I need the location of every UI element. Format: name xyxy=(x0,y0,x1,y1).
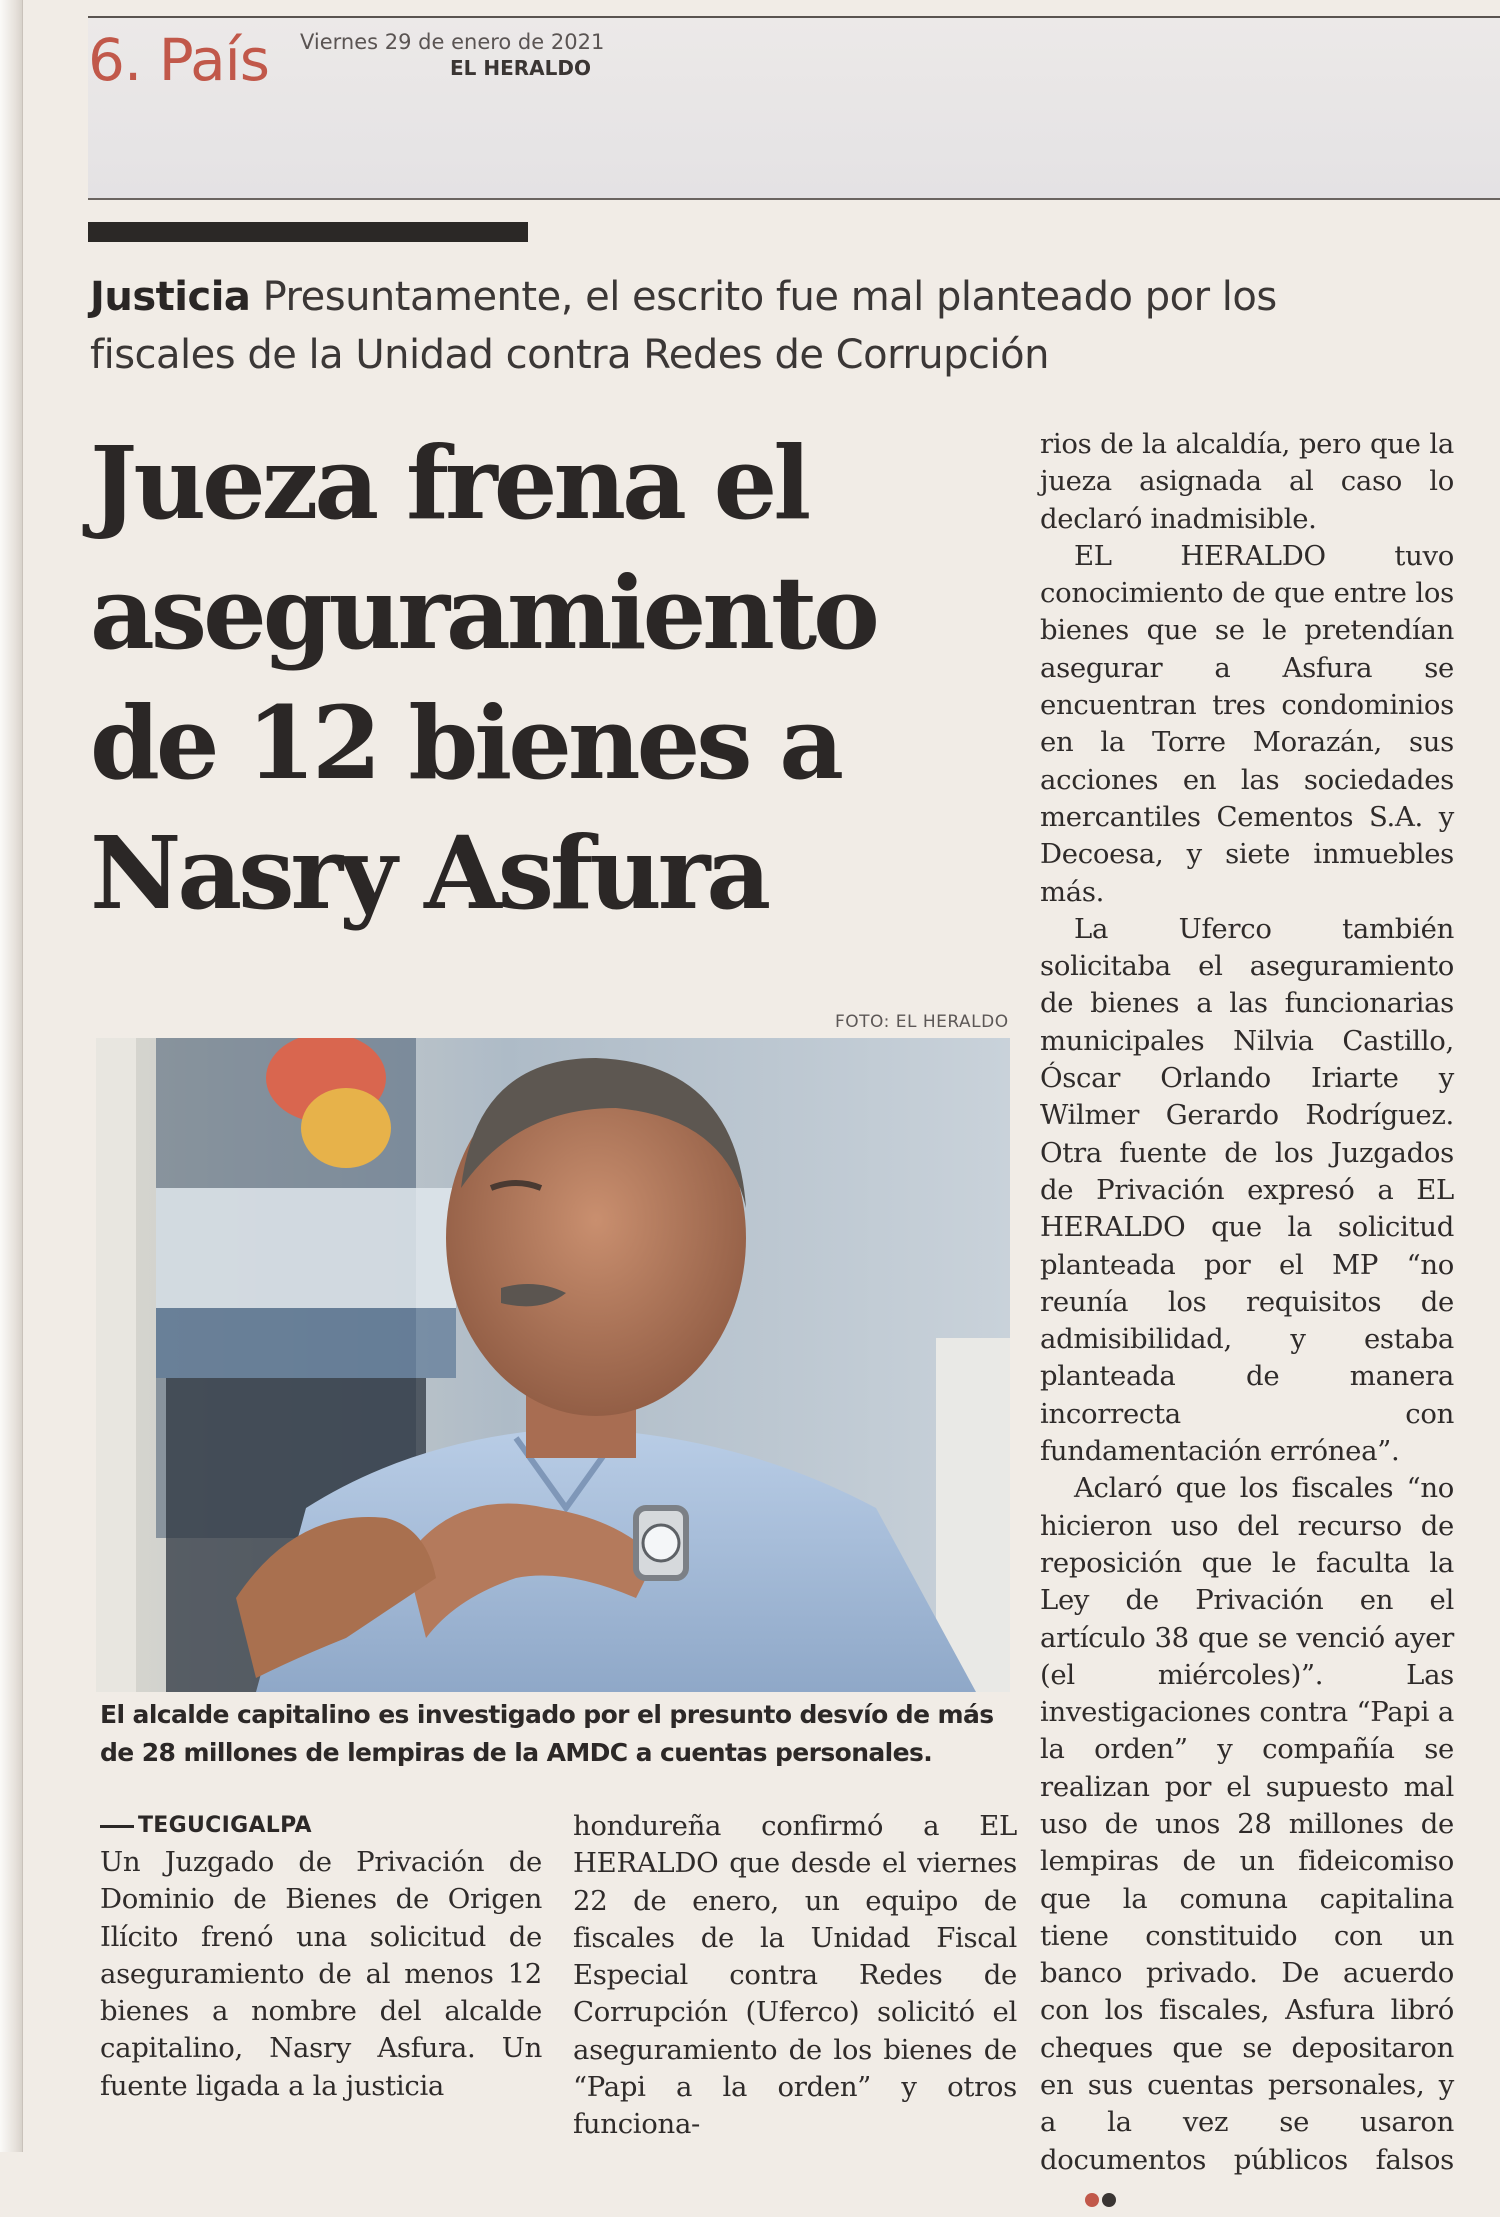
photo-credit: FOTO: EL HERALDO xyxy=(835,1012,1009,1032)
paragraph-text: Aclaró que los fiscales “no hicieron uso del recurso de reposición que le faculta la Ley de Privación en el artículo 38 que se venció ayer (el miércoles)”. Las investigaciones contra “Papi a la orden” y compañía se realizan por el supuesto mal uso de unos 28 millones de lempiras de un fideicomiso que la comuna capitalina tiene constituido con un banco privado. De acuerdo con los fiscales, Asfura libró cheques que se depositaron en sus cuentas personales, y a la vez se usaron documentos públicos falsos xyxy=(1040,1472,1454,2176)
photo-illustration xyxy=(96,1038,1010,1692)
paragraph: rios de la alcaldía, pero que la jueza asignada al caso lo declaró inadmisible. xyxy=(1040,428,1454,535)
section-label: 6. País xyxy=(88,26,270,94)
dateline-text: TEGUCIGALPA xyxy=(138,1813,312,1838)
kicker xyxy=(90,268,1410,384)
article-column-2 xyxy=(573,1808,1017,2144)
paragraph xyxy=(1040,1470,1454,2217)
paragraph: EL HERALDO tuvo conocimiento de que entre los bienes que se le pretendían asegurar a Asfura se encuentran tres condominios en la Torre Morazán, sus acciones en las sociedades mercantiles Cementos S.A. y Decoesa, y siete inmuebles más. xyxy=(1040,539,1454,908)
issue-date: Viernes 29 de enero de 2021 xyxy=(300,30,605,54)
end-mark-icon xyxy=(1048,2180,1116,2217)
dateline xyxy=(100,1808,542,1844)
paragraph: La Uferco también solicitaba el aseguramiento de bienes a las funcionarias municipales Nilvia Castillo, Óscar Orlando Iriarte y Wilmer Gerardo Rodríguez. Otra fuente de los Juzgados de Privación expresó a EL HERALDO que la solicitud planteada por el MP “no reunía los requisitos de admisibilidad, y estaba planteada de manera incorrecta con fundamentación errónea”. xyxy=(1040,912,1454,1468)
top-rule xyxy=(88,16,1500,18)
page-edge xyxy=(0,0,23,2152)
paragraph: hondureña confirmó a EL HERALDO que desde el viernes 22 de enero, un equipo de fiscales de la Unidad Fiscal Especial contra Redes de Corrupción (Uferco) solicitó el aseguramiento de los bienes de “Papi a la orden” y otros funciona- xyxy=(573,1810,1017,2141)
article-column-1 xyxy=(100,1808,542,2105)
headline-line: Jueza frena el xyxy=(90,424,808,542)
headline-line: Nasry Asfura xyxy=(90,814,768,932)
header-rule xyxy=(88,198,1500,200)
article-photo xyxy=(96,1038,1010,1692)
newspaper-name: EL HERALDO xyxy=(450,56,591,80)
kicker-keyword: Justicia xyxy=(90,274,251,320)
kicker-text: Presuntamente, el escrito fue mal planteado por los fiscales de la Unidad contra Redes de Corrupción xyxy=(90,274,1277,378)
article-column-3 xyxy=(1040,426,1454,2217)
photo-caption: El alcalde capitalino es investigado por el presunto desvío de más de 28 millones de lempiras de la AMDC a cuentas personales. xyxy=(100,1700,994,1767)
kicker-bar xyxy=(88,222,528,242)
dateline-dash xyxy=(100,1825,134,1828)
paragraph: Un Juzgado de Privación de Dominio de Bienes de Origen Ilícito frenó una solicitud de aseguramiento de al menos 12 bienes a nombre del alcalde capitalino, Nasry Asfura. Un fuente ligada a la justicia xyxy=(100,1846,542,2102)
headline-line: de 12 bienes a xyxy=(90,684,841,802)
headline xyxy=(90,418,1030,938)
headline-line: aseguramiento xyxy=(90,554,876,672)
